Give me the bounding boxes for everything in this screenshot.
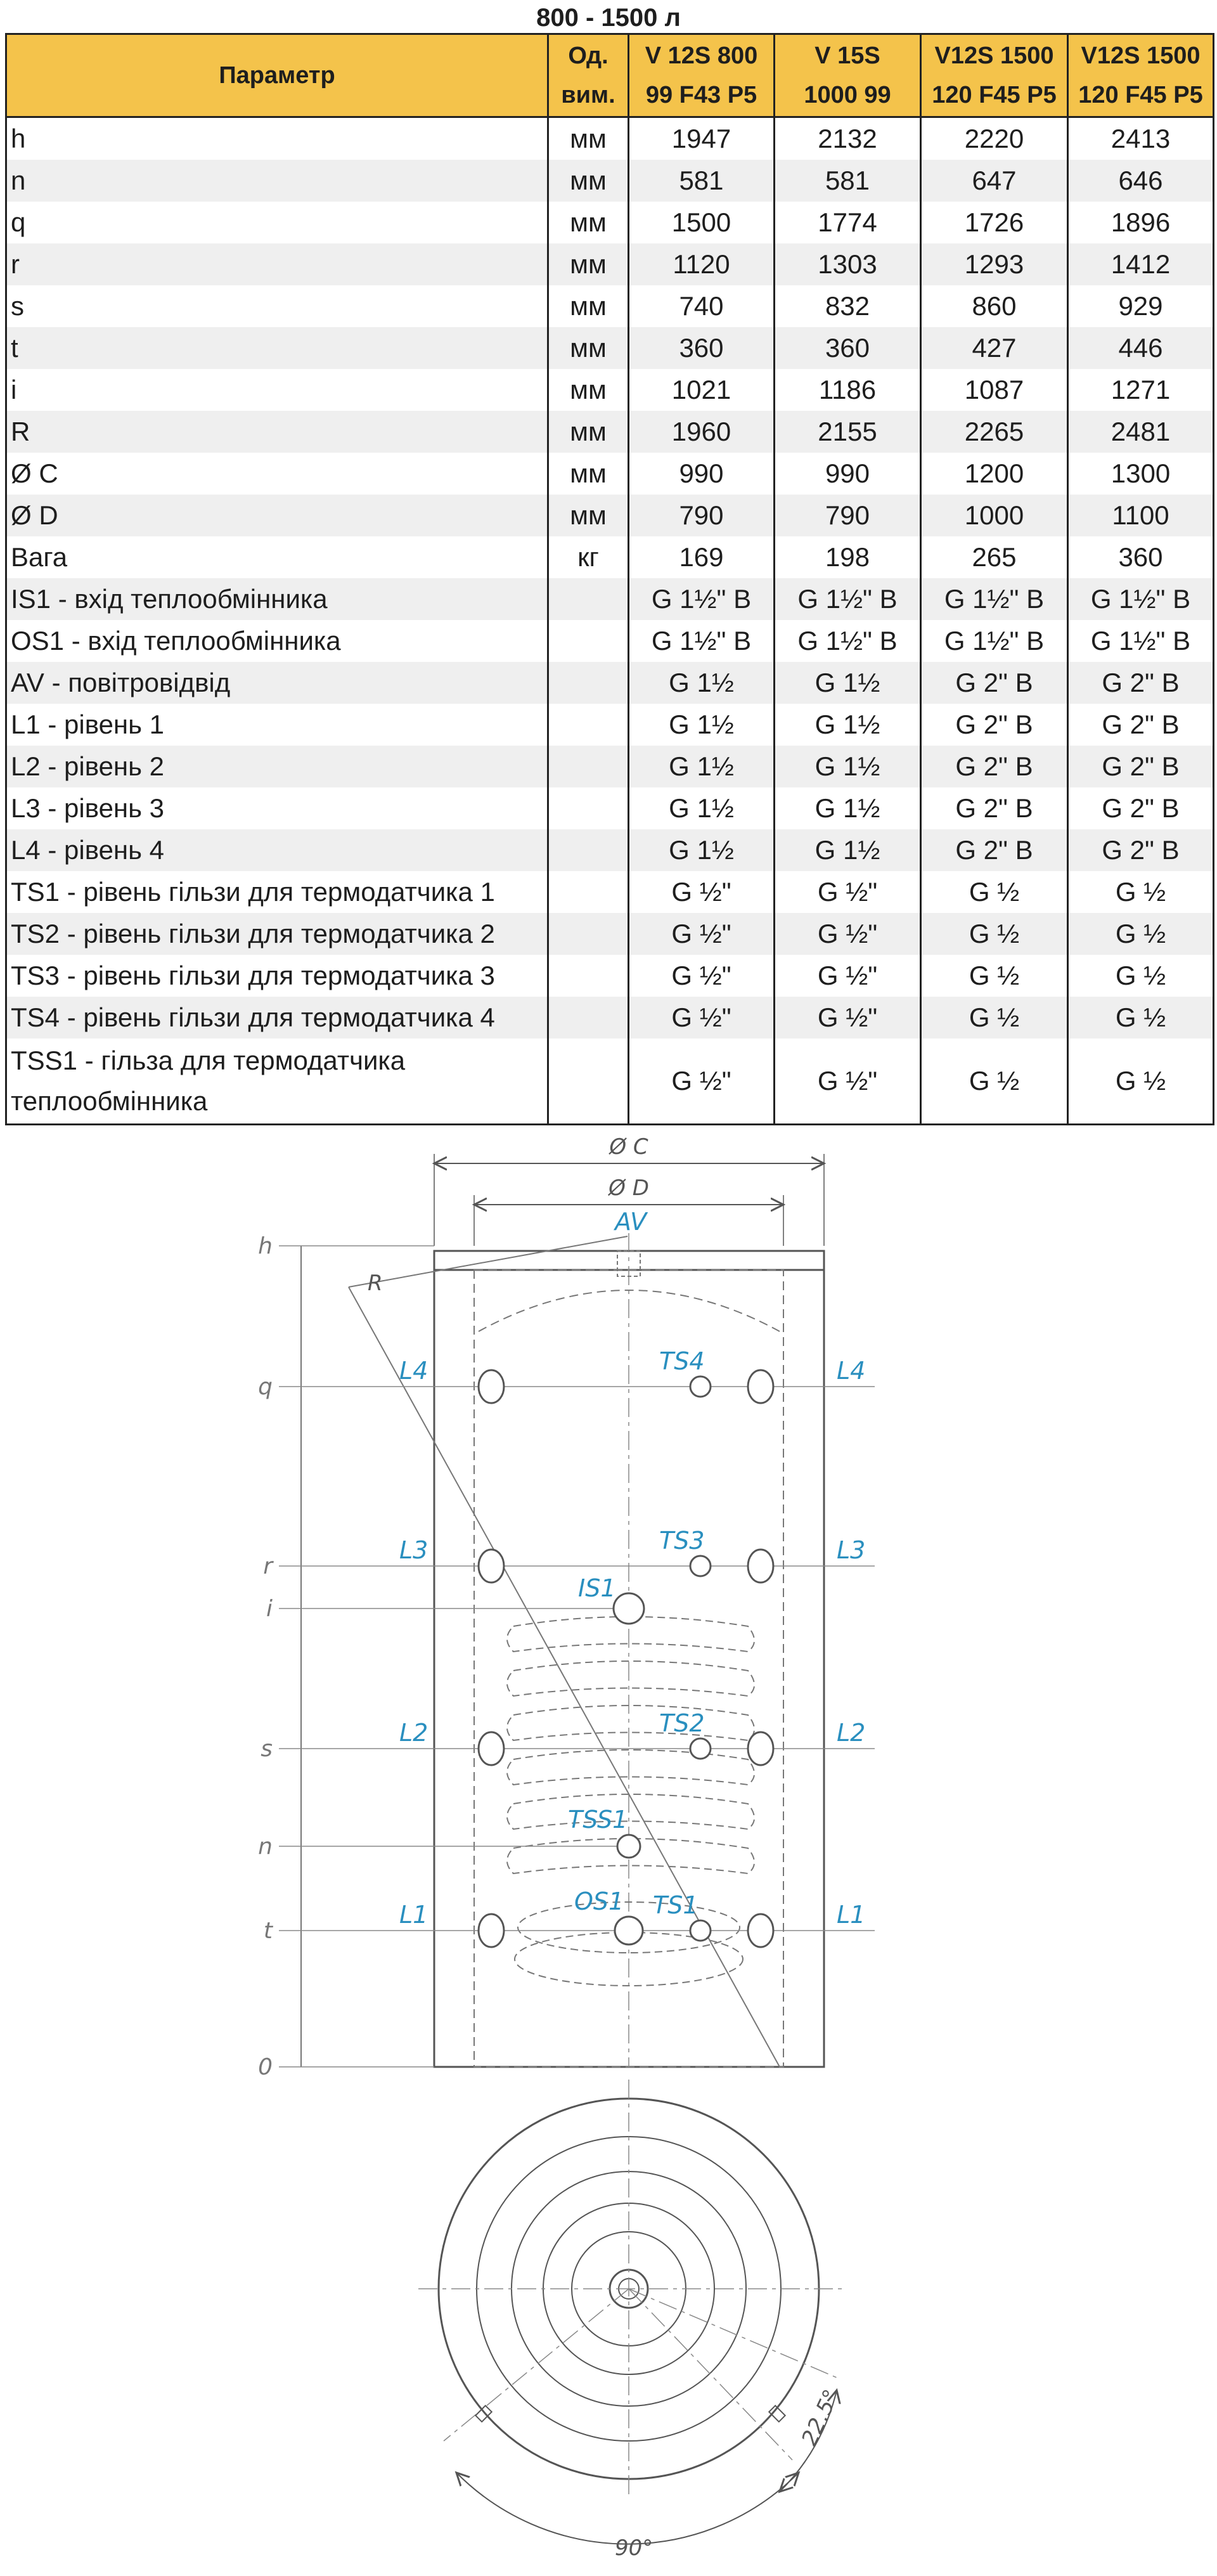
level-t-label: t [263,1918,273,1944]
value-cell-4: 1271 [1068,369,1214,411]
dimension-c-label: Ø C [609,1135,648,1160]
table-row [6,997,1214,1039]
value-cell-1: G ½" [629,871,775,913]
table-row [6,243,1214,285]
unit-cell: мм [548,202,629,243]
table-row [6,285,1214,327]
value-cell-3: G ½ [921,913,1068,955]
level-s-label: s [261,1736,273,1762]
value-cell-2: 2132 [775,117,921,160]
port-av-label: AV [615,1208,647,1236]
unit-cell: мм [548,117,629,160]
value-cell-2: G ½" [775,913,921,955]
value-cell-2: 1774 [775,202,921,243]
port-l4-right-label: L4 [837,1357,866,1385]
unit-cell [548,1039,629,1125]
value-cell-1: G ½" [629,913,775,955]
value-cell-1: G ½" [629,1039,775,1125]
value-cell-2: G 1½ [775,829,921,871]
value-cell-3: G ½ [921,871,1068,913]
value-cell-1: 1120 [629,243,775,285]
table-row [6,1039,1214,1125]
unit-cell [548,829,629,871]
param-cell: TSS1 - гільза для термодатчика теплообмінника [6,1039,548,1125]
value-cell-4: G 2" B [1068,704,1214,746]
value-cell-2: G 1½ [775,704,921,746]
header-model-2 [775,34,921,117]
value-cell-4: 360 [1068,536,1214,578]
port-labels [399,1208,865,1929]
table-row [6,913,1214,955]
header-model-4-line1: V12S 1500 [1081,42,1201,69]
table-row [6,411,1214,453]
value-cell-3: 647 [921,160,1068,202]
unit-cell [548,871,629,913]
table-row [6,787,1214,829]
value-cell-3: G 2" B [921,662,1068,704]
value-cell-3: G 2" B [921,704,1068,746]
table-row [6,202,1214,243]
param-cell: IS1 - вхід теплообмінника [6,578,548,620]
value-cell-1: 1021 [629,369,775,411]
level-lines [279,1246,875,2067]
value-cell-3: 427 [921,327,1068,369]
value-cell-2: G 1½" B [775,578,921,620]
unit-cell [548,662,629,704]
value-cell-4: G 2" B [1068,662,1214,704]
header-unit-line1: Од. [568,42,608,69]
value-cell-3: 1087 [921,369,1068,411]
value-cell-1: 1960 [629,411,775,453]
param-cell: i [6,369,548,411]
table-row [6,746,1214,787]
value-cell-1: G 1½ [629,704,775,746]
value-cell-2: 360 [775,327,921,369]
port-l3-right-label: L3 [837,1536,866,1564]
value-cell-3: 1726 [921,202,1068,243]
param-cell: Ø C [6,453,548,495]
header-model-3 [921,34,1068,117]
value-cell-1: G 1½ [629,662,775,704]
level-h-label: h [258,1233,273,1259]
header-model-1-line2: 99 F43 P5 [645,82,757,108]
param-cell: L2 - рівень 2 [6,746,548,787]
port-ts2-label: TS2 [659,1709,705,1737]
unit-cell [548,620,629,662]
table-row [6,160,1214,202]
header-model-2-line1: V 15S [815,42,880,69]
level-i-label: i [266,1596,273,1622]
tank-top-view [418,2080,843,2498]
value-cell-4: 646 [1068,160,1214,202]
table-title: 800 - 1500 л [536,4,681,32]
value-cell-4: 446 [1068,327,1214,369]
port-tss1-label: TSS1 [568,1806,628,1834]
value-cell-4: G 2" B [1068,787,1214,829]
value-cell-3: G ½ [921,1039,1068,1125]
dimension-d-label: Ø D [608,1175,649,1201]
value-cell-4: 1896 [1068,202,1214,243]
value-cell-4: G ½ [1068,871,1214,913]
header-model-4-line2: 120 F45 P5 [1078,82,1203,108]
port-l3-left-label: L3 [399,1536,428,1564]
value-cell-3: G 1½" B [921,620,1068,662]
unit-cell [548,704,629,746]
value-cell-1: 740 [629,285,775,327]
value-cell-3: G 1½" B [921,578,1068,620]
value-cell-3: 1200 [921,453,1068,495]
param-cell: R [6,411,548,453]
spec-table-body [6,117,1214,1125]
value-cell-1: 1500 [629,202,775,243]
value-cell-3: 265 [921,536,1068,578]
value-cell-2: 581 [775,160,921,202]
value-cell-4: G 2" B [1068,829,1214,871]
header-model-2-line2: 1000 99 [804,82,891,108]
value-cell-2: G 1½ [775,746,921,787]
value-cell-4: G ½ [1068,997,1214,1039]
value-cell-3: G 2" B [921,787,1068,829]
port-l1-right-label: L1 [837,1901,866,1929]
param-cell: TS1 - рівень гільзи для термодатчика 1 [6,871,548,913]
value-cell-2: 198 [775,536,921,578]
value-cell-3: 2265 [921,411,1068,453]
radius-r-label: R [368,1271,383,1296]
port-l4-left-label: L4 [399,1357,428,1385]
value-cell-2: 1186 [775,369,921,411]
unit-cell [548,578,629,620]
unit-cell: мм [548,369,629,411]
param-cell: TS3 - рівень гільзи для термодатчика 3 [6,955,548,997]
table-row [6,620,1214,662]
center-ports [614,1376,711,1945]
value-cell-1: G 1½ [629,746,775,787]
header-model-3-line2: 120 F45 P5 [932,82,1057,108]
value-cell-1: G ½" [629,955,775,997]
angle-22-5-label: 22.5° [796,2385,845,2450]
header-model-1 [629,34,775,117]
value-cell-2: G ½" [775,1039,921,1125]
value-cell-2: 790 [775,495,921,536]
value-cell-3: G 2" B [921,746,1068,787]
level-r-label: r [263,1553,273,1579]
param-cell: L3 - рівень 3 [6,787,548,829]
unit-cell: мм [548,160,629,202]
header-model-1-line1: V 12S 800 [645,42,758,69]
table-row [6,453,1214,495]
param-cell: TS4 - рівень гільзи для термодатчика 4 [6,997,548,1039]
value-cell-2: G ½" [775,871,921,913]
header-unit [548,34,629,117]
table-row [6,704,1214,746]
angle-dimensions [456,2390,837,2544]
port-is1-label: IS1 [578,1574,616,1602]
unit-cell: мм [548,243,629,285]
port-ts3-label: TS3 [659,1527,705,1555]
value-cell-4: G ½ [1068,1039,1214,1125]
table-row [6,955,1214,997]
value-cell-1: G 1½" B [629,620,775,662]
param-cell: t [6,327,548,369]
spec-table [5,33,1214,1125]
table-row [6,662,1214,704]
value-cell-3: 2220 [921,117,1068,160]
value-cell-3: 1293 [921,243,1068,285]
value-cell-4: 2481 [1068,411,1214,453]
value-cell-2: 832 [775,285,921,327]
value-cell-2: G ½" [775,997,921,1039]
unit-cell: мм [548,327,629,369]
header-unit-line2: вим. [561,82,615,108]
value-cell-3: G 2" B [921,829,1068,871]
value-cell-4: G 1½" B [1068,620,1214,662]
unit-cell: мм [548,285,629,327]
value-cell-4: 2413 [1068,117,1214,160]
tank-drawing [0,1135,1217,2576]
header-row [6,34,1214,117]
param-cell: AV - повітровідвід [6,662,548,704]
level-q-label: q [258,1374,273,1400]
param-cell: s [6,285,548,327]
value-cell-1: G 1½ [629,787,775,829]
value-cell-3: 860 [921,285,1068,327]
param-cell: L1 - рівень 1 [6,704,548,746]
param-cell: L4 - рівень 4 [6,829,548,871]
param-cell: TS2 - рівень гільзи для термодатчика 2 [6,913,548,955]
port-l2-right-label: L2 [837,1719,866,1747]
table-row [6,829,1214,871]
value-cell-4: 1100 [1068,495,1214,536]
value-cell-4: G ½ [1068,955,1214,997]
unit-cell: мм [548,495,629,536]
port-ts4-label: TS4 [659,1347,705,1375]
header-model-4 [1068,34,1214,117]
param-cell: n [6,160,548,202]
value-cell-2: 2155 [775,411,921,453]
value-cell-2: G 1½ [775,662,921,704]
value-cell-2: G 1½" B [775,620,921,662]
param-cell: Вага [6,536,548,578]
header-model-3-line1: V12S 1500 [934,42,1054,69]
value-cell-4: G 2" B [1068,746,1214,787]
unit-cell [548,997,629,1039]
value-cell-4: G 1½" B [1068,578,1214,620]
port-os1-label: OS1 [574,1887,624,1915]
value-cell-2: G 1½ [775,787,921,829]
header-param: Параметр [6,34,548,117]
table-row [6,871,1214,913]
port-l2-left-label: L2 [399,1719,428,1747]
table-row [6,369,1214,411]
value-cell-1: 581 [629,160,775,202]
unit-cell: кг [548,536,629,578]
table-row [6,578,1214,620]
param-cell: q [6,202,548,243]
value-cell-1: 1947 [629,117,775,160]
unit-cell [548,955,629,997]
value-cell-4: 1300 [1068,453,1214,495]
unit-cell [548,913,629,955]
value-cell-2: G ½" [775,955,921,997]
unit-cell [548,787,629,829]
param-cell: Ø D [6,495,548,536]
unit-cell: мм [548,411,629,453]
value-cell-2: 990 [775,453,921,495]
level-zero-label: 0 [258,2054,273,2080]
value-cell-3: G ½ [921,997,1068,1039]
value-cell-2: 1303 [775,243,921,285]
value-cell-1: 790 [629,495,775,536]
value-cell-1: 990 [629,453,775,495]
value-cell-1: G 1½" B [629,578,775,620]
param-cell: h [6,117,548,160]
value-cell-3: 1000 [921,495,1068,536]
angle-90-label: 90° [615,2535,654,2561]
value-cell-1: 360 [629,327,775,369]
value-cell-1: 169 [629,536,775,578]
unit-cell [548,746,629,787]
value-cell-1: G 1½ [629,829,775,871]
value-cell-4: 929 [1068,285,1214,327]
value-cell-4: G ½ [1068,913,1214,955]
table-row [6,495,1214,536]
level-n-label: n [258,1834,273,1860]
param-cell: r [6,243,548,285]
side-ports [479,1370,773,1947]
value-cell-1: G ½" [629,997,775,1039]
value-cell-4: 1412 [1068,243,1214,285]
table-row [6,536,1214,578]
level-labels [258,1233,274,2080]
table-row [6,327,1214,369]
unit-cell: мм [548,453,629,495]
port-ts1-label: TS1 [653,1891,699,1919]
param-cell: OS1 - вхід теплообмінника [6,620,548,662]
table-row [6,117,1214,160]
value-cell-3: G ½ [921,955,1068,997]
port-l1-left-label: L1 [399,1901,428,1929]
